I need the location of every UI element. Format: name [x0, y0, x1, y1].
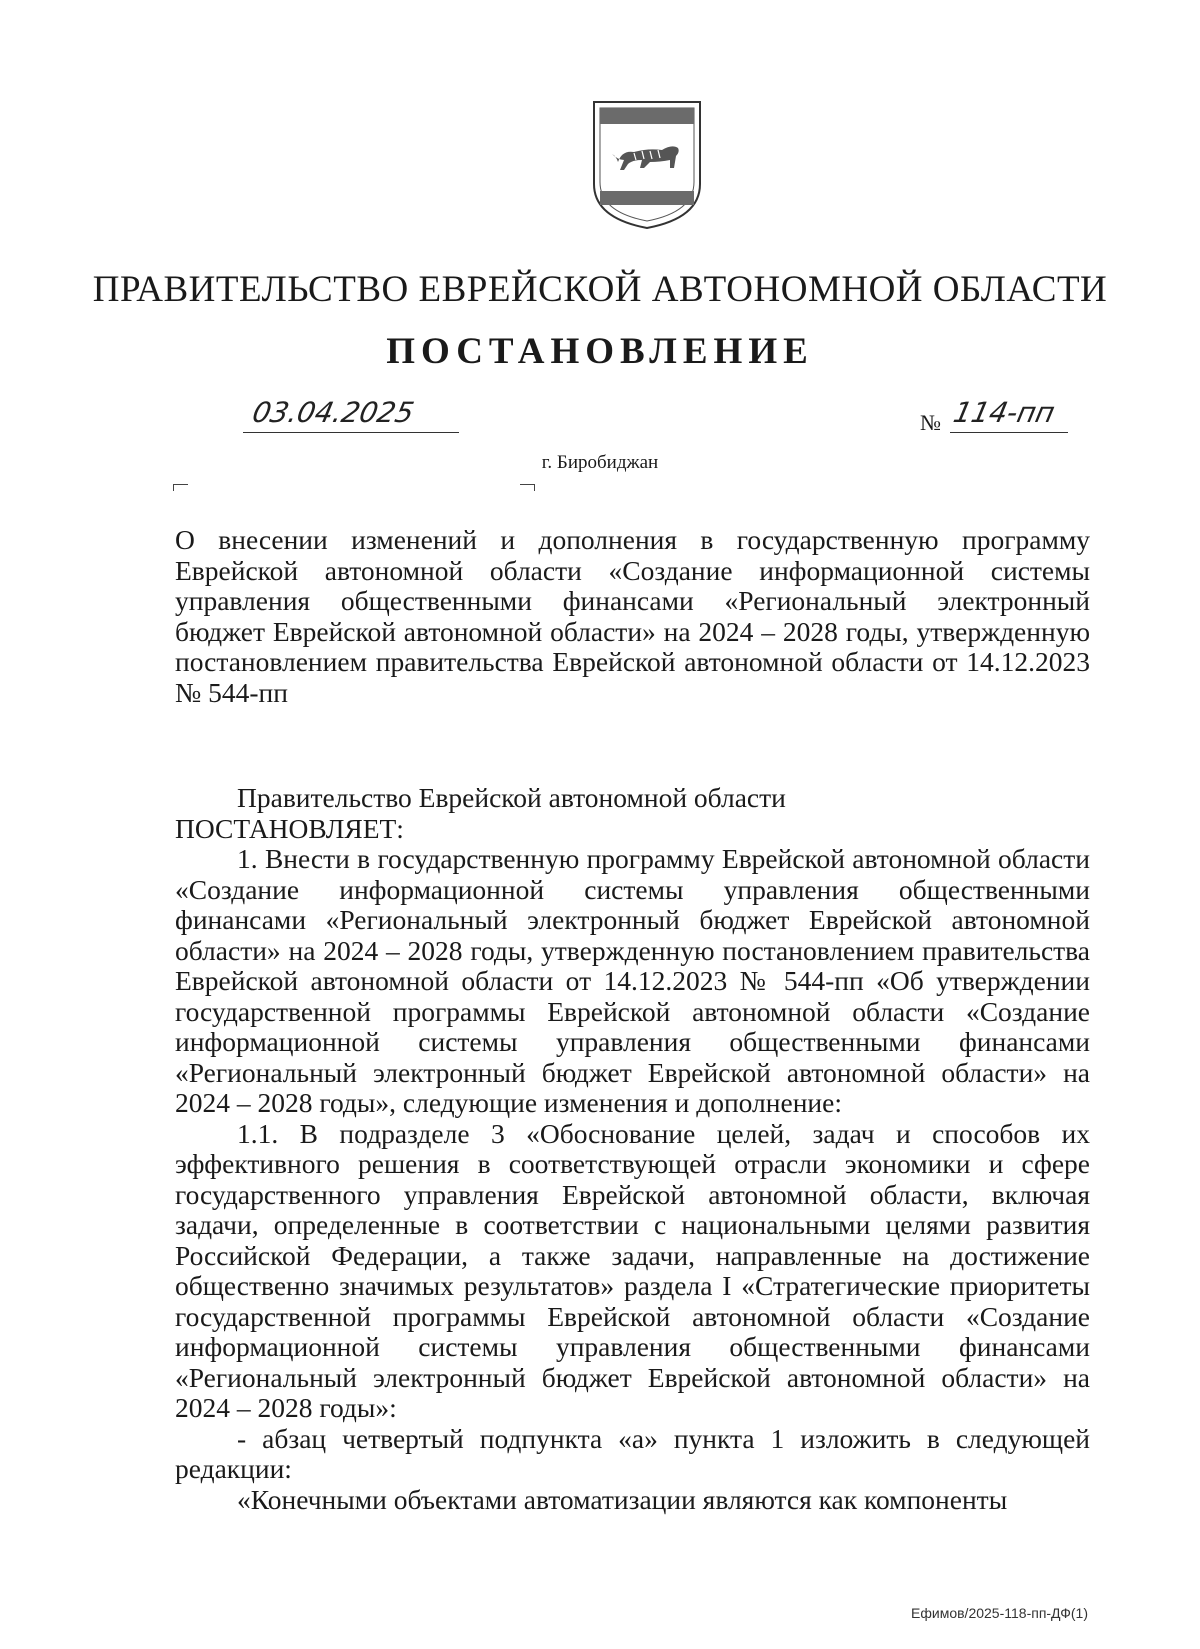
intro-line: Правительство Еврейской автономной области [237, 782, 786, 813]
handwritten-number: 114-пп [950, 396, 1058, 429]
paragraph-1-1: 1.1. В подразделе 3 «Обоснование целей, задач и способов их эффективного решения в соответствующей отрасли экономики и сфере государственного управления Еврейской автономной области, включая задачи, определенные в соответствии с национальными целями развития Российской Федерации, а также задачи, направленные на достижение общественно значимых результатов» раздела I «Стратегические приоритеты государственной программы Еврейской автономной области «Создание информационной системы управления общественными финансами «Региональный электронный бюджет Еврейской автономной области» на 2024 – 2028 годы»: [175, 1117, 1090, 1423]
subject-corner-mark-left [173, 484, 188, 491]
paragraph-dash: - абзац четвертый подпункта «а» пункта 1 изложить в следующей редакции: [175, 1422, 1090, 1484]
number-label: № [920, 410, 941, 435]
resolves-line: ПОСТАНОВЛЯЕТ: [175, 812, 404, 844]
number-underline [950, 432, 1068, 433]
government-title: ПРАВИТЕЛЬСТВО ЕВРЕЙСКОЙ АВТОНОМНОЙ ОБЛАСТИ [92, 269, 1108, 310]
document-body [175, 783, 1090, 1515]
document-subject: О внесении изменений и дополнения в государственную программу Еврейской автономной области «Создание информационной системы управления общественными финансами «Региональный электронный бюджет Еврейской автономной области» на 2024 – 2028 годы, утвержденную постановлением правительства Еврейской автономной области от 14.12.2023 № 544-пп [175, 524, 1090, 708]
subject-corner-mark-right [520, 484, 535, 491]
coat-of-arms-tiger-icon [590, 98, 704, 230]
document-code: Ефимов/2025-118-пп-ДФ(1) [911, 1605, 1088, 1621]
paragraph-quote: «Конечными объектами автоматизации являются как компоненты [237, 1483, 1008, 1515]
city-name: г. Биробиджан [541, 452, 659, 473]
document-type-heading: ПОСТАНОВЛЕНИЕ [386, 331, 814, 372]
handwritten-date: 03.04.2025 [249, 396, 417, 429]
paragraph-1: 1. Внести в государственную программу Еврейской автономной области «Создание информационной системы управления общественными финансами «Региональный электронный бюджет Еврейской автономной области» на 2024 – 2028 годы, утвержденную постановлением правительства Еврейской автономной области от 14.12.2023 № 544-пп «Об утверждении государственной программы Еврейской автономной области «Создание информационной системы управления общественными финансами «Региональный электронный бюджет Еврейской автономной области» на 2024 – 2028 годы», следующие изменения и дополнение: [175, 843, 1090, 1118]
document-date-field [243, 398, 459, 433]
